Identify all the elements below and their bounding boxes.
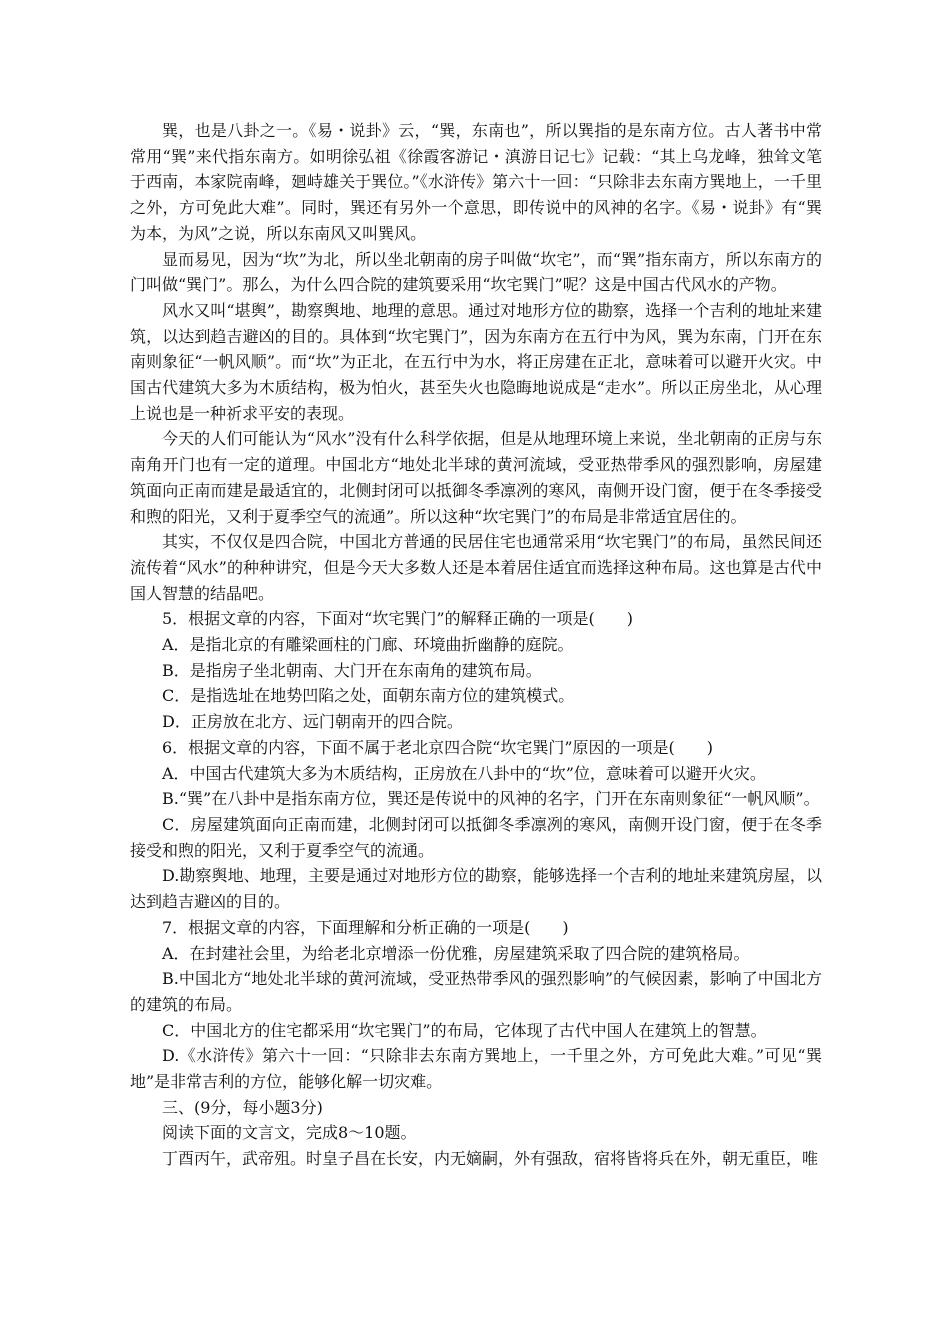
question-option: D.勘察舆地、地理，主要是通过对地形方位的勘察，能够选择一个吉利的地址来建筑房屋，以达到趋吉避凶的目的。 [130, 866, 822, 912]
paragraph-3: 风水又叫“堪舆”，勘察舆地、地理的意思。通过对地形方位的勘察，选择一个吉利的地址来建筑，以达到趋吉避凶的目的。具体到“坎宅巽门”，因为东南方在五行中为风，巽为东南，门开在东南则象征“一帆风顺”。而“坎”为正北，在五行中为水，将正房建在正北，意味着可以避开火灾。中国古代建筑大多为木质结构，极为怕火，甚至失火也隐晦地说成是“走水”。所以正房坐北，从心理上说也是一种祈求平安的表现。 [130, 300, 822, 423]
question-stem: 7．根据文章的内容，下面理解和分析正确的一项是( ) [162, 917, 569, 937]
question-stem: 6．根据文章的内容，下面不属于老北京四合院“坎宅巽门”原因的一项是( ) [162, 737, 714, 757]
question-option: A．中国古代建筑大多为木质结构，正房放在八卦中的“坎”位，意味着可以避开火灾。 [162, 763, 766, 783]
section-heading: 三、(9分，每小题3分) [162, 1097, 323, 1117]
document-page [130, 118, 822, 1172]
classical-passage-start: 丁酉丙午，武帝殂。时皇子昌在长安，内无嫡嗣，外有强敌，宿将皆将兵在外，朝无重臣，唯 [162, 1149, 819, 1169]
question-option: A．是指北京的有雕梁画柱的门廊、环境曲折幽静的庭院。 [162, 635, 574, 655]
question-option: C．房屋建筑面向正南而建，北侧封闭可以抵御冬季凛冽的寒风，南侧开设门窗，便于在冬季接受和煦的阳光，又利于夏季空气的流通。 [130, 814, 822, 860]
question-option: C．中国北方的住宅都采用“坎宅巽门”的布局，它体现了古代中国人在建筑上的智慧。 [162, 1020, 767, 1040]
paragraph-2: 显而易见，因为“坎”为北，所以坐北朝南的房子叫做“坎宅”，而“巽”指东南方，所以东南方的门叫做“巽门”。那么，为什么四合院的建筑要采用“坎宅巽门”呢？这是中国古代风水的产物。 [130, 249, 822, 295]
question-7 [130, 915, 822, 1095]
question-6 [130, 735, 822, 915]
question-option: B.“巽”在八卦中是指东南方位，巽还是传说中的风神的名字，门开在东南则象征“一帆风顺”。 [162, 789, 820, 809]
question-stem: 5．根据文章的内容，下面对“坎宅巽门”的解释正确的一项是( ) [162, 609, 634, 629]
paragraph-1: 巽，也是八卦之一。《易・说卦》云，“巽，东南也”，所以巽指的是东南方位。古人著书中常常用“巽”来代指东南方。如明徐弘祖《徐霞客游记・滇游日记七》记载：“其上乌龙峰，独耸文笔于西南，本家院南峰，廻峙雄关于巽位。”《水浒传》第六十一回：“只除非去东南方巽地上，一千里之外，方可免此大难”。同时，巽还有另外一个意思，即传说中的风神的名字。《易・说卦》有“巽为本，为风”之说，所以东南风又叫巽风。 [130, 121, 822, 243]
question-option: B.中国北方“地处北半球的黄河流域，受亚热带季风的强烈影响”的气候因素，影响了中国北方的建筑的布局。 [130, 969, 822, 1014]
question-option: A．在封建社会里，为给老北京增添一份优雅，房屋建筑采取了四合院的建筑格局。 [162, 943, 750, 963]
question-option: C．是指选址在地势凹陷之处，面朝东南方位的建筑模式。 [162, 686, 575, 706]
paragraph-4: 今天的人们可能认为“风水”没有什么科学依据，但是从地理环境上来说，坐北朝南的正房与东南角开门也有一定的道理。中国北方“地处北半球的黄河流域，受亚热带季风的强烈影响，房屋建筑面向正南而建是最适宜的，北侧封闭可以抵御冬季凛冽的寒风，南侧开设门窗，便于在冬季接受和煦的阳光，又利于夏季空气的流通”。所以这种“坎宅巽门”的布局是非常适宜居住的。 [130, 429, 822, 526]
question-5 [130, 606, 822, 735]
paragraph-5: 其实，不仅仅是四合院，中国北方普通的民居住宅也通常采用“坎宅巽门”的布局，虽然民间还流传着“风水”的种种讲究，但是今天大多数人还是本着居住适宜而选择这种布局。这也算是古代中国人智慧的结晶吧。 [130, 532, 822, 603]
question-option: D．正房放在北方、远门朝南开的四合院。 [162, 712, 463, 732]
question-option: B．是指房子坐北朝南、大门开在东南角的建筑布局。 [162, 660, 542, 680]
question-option: D.《水浒传》第六十一回：“只除非去东南方巽地上，一千里之外，方可免此大难。”可见“巽地”是非常吉利的方位，能够化解一切灾难。 [130, 1046, 822, 1092]
section-instruction: 阅读下面的文言文，完成8～10题。 [162, 1123, 417, 1143]
